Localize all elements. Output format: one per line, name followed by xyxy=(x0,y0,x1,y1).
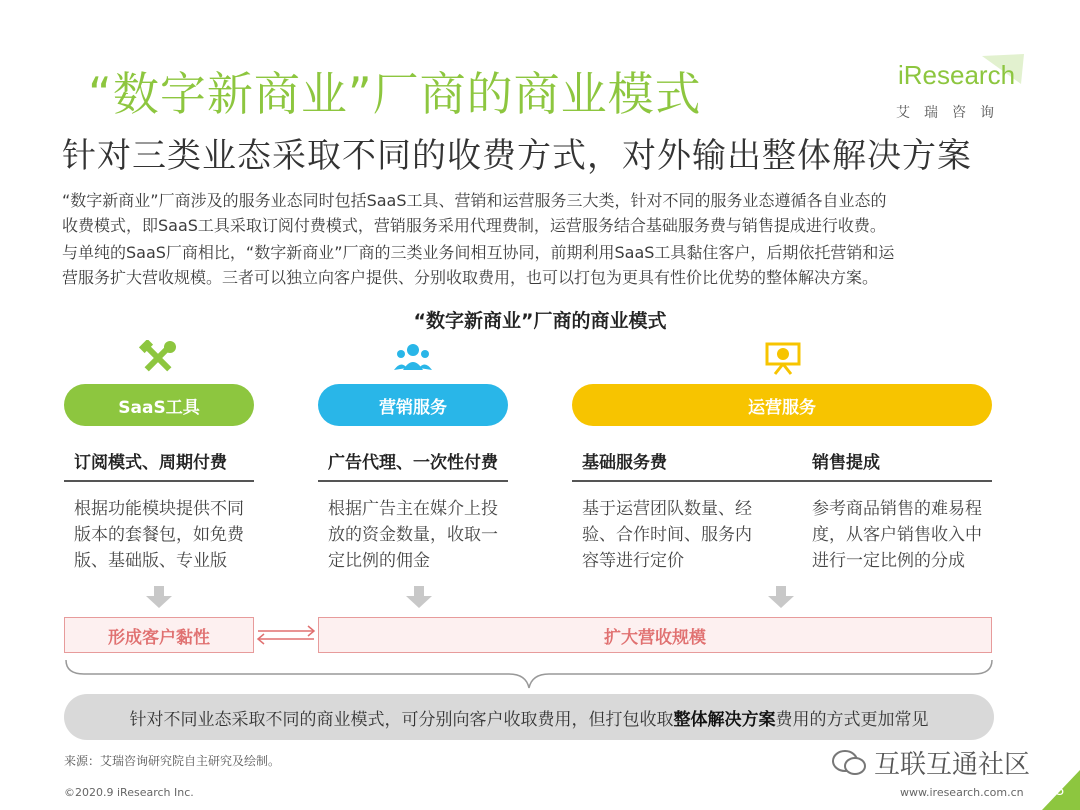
watermark xyxy=(832,744,1030,781)
operations-pill: 运营服务 xyxy=(572,384,992,426)
saas-pill: SaaS工具 xyxy=(64,384,254,426)
customer-stickiness-box: 形成客户黏性 xyxy=(64,617,254,653)
desc-line: 版本的套餐包，如免费 xyxy=(74,525,244,545)
ops-commission-desc xyxy=(812,496,982,574)
desc-line: 基于运营团队数量、经 xyxy=(582,499,752,519)
desc-line: 根据广告主在媒介上投 xyxy=(328,499,498,519)
intro-line-4: 营服务扩大营收规模。三者可以独立向客户提供、分别收取费用，也可以打包为更具有性价比优势的整体解决方案。 xyxy=(62,268,879,287)
brace-icon xyxy=(64,656,994,692)
marketing-pill: 营销服务 xyxy=(318,384,508,426)
marketing-head: 广告代理、一次性付费 xyxy=(328,453,498,473)
ops-commission-head: 销售提成 xyxy=(812,453,880,473)
double-arrow-icon xyxy=(254,624,318,646)
logo-cn: 艾瑞咨询 xyxy=(896,105,1008,121)
iresearch-logo xyxy=(890,54,1030,124)
ops-base-desc xyxy=(582,496,752,574)
website: www.iresearch.com.cn xyxy=(900,786,1024,799)
watermark-text: 互联互通社区 xyxy=(874,750,1031,780)
marketing-desc xyxy=(328,496,498,574)
logo-text: iResearch xyxy=(898,60,1016,90)
revenue-scale-box: 扩大营收规模 xyxy=(318,617,992,653)
ops-base-head: 基础服务费 xyxy=(582,453,667,473)
team-icon xyxy=(393,340,433,376)
desc-line: 版、基础版、专业版 xyxy=(74,551,227,571)
source-note: 来源：艾瑞咨询研究院自主研究及绘制。 xyxy=(64,754,281,768)
down-arrow-icon xyxy=(146,586,172,608)
desc-line: 进行一定比例的分成 xyxy=(812,551,965,571)
desc-line: 验、合作时间、服务内 xyxy=(582,525,752,545)
down-arrow-icon xyxy=(406,586,432,608)
page-number: 15 xyxy=(1048,784,1065,799)
presentation-board-icon xyxy=(763,340,803,376)
summary-text-end: 费用的方式更加常见 xyxy=(775,709,929,730)
hammer-wrench-icon xyxy=(138,340,178,376)
desc-line: 根据功能模块提供不同 xyxy=(74,499,244,519)
summary-bold: 整体解决方案 xyxy=(673,709,776,730)
intro-line-3: 与单纯的SaaS厂商相比，“数字新商业”厂商的三类业务间相互协同，前期利用SaaS工具黏住客户，后期依托营销和运 xyxy=(62,243,895,262)
intro-line-1: “数字新商业”厂商涉及的服务业态同时包括SaaS工具、营销和运营服务三大类，针对不同的服务业态遵循各自业态的 xyxy=(62,191,887,210)
diagram-title: “数字新商业”厂商的商业模式 xyxy=(413,310,667,332)
saas-head: 订阅模式、周期付费 xyxy=(74,453,227,473)
divider xyxy=(318,480,508,482)
divider xyxy=(64,480,254,482)
desc-line: 放的资金数量，收取一 xyxy=(328,525,498,545)
saas-desc xyxy=(74,496,244,574)
desc-line: 容等进行定价 xyxy=(582,551,684,571)
copyright: ©2020.9 iResearch Inc. xyxy=(64,786,194,799)
summary-text: 针对不同业态采取不同的商业模式，可分别向客户收取费用，但打包收取 xyxy=(129,709,674,730)
down-arrow-icon xyxy=(768,586,794,608)
wechat-icon xyxy=(832,749,866,777)
page-title: “数字新商业”厂商的商业模式 xyxy=(88,67,702,121)
desc-line: 度，从客户销售收入中 xyxy=(812,525,982,545)
summary-banner xyxy=(64,694,994,740)
intro-line-2: 收费模式，即SaaS工具采取订阅付费模式，营销服务采用代理费制，运营服务结合基础服务费与销售提成进行收费。 xyxy=(62,216,886,235)
desc-line: 定比例的佣金 xyxy=(328,551,430,571)
page-subtitle: 针对三类业态采取不同的收费方式，对外输出整体解决方案 xyxy=(62,136,972,176)
divider xyxy=(572,480,992,482)
desc-line: 参考商品销售的难易程 xyxy=(812,499,982,519)
